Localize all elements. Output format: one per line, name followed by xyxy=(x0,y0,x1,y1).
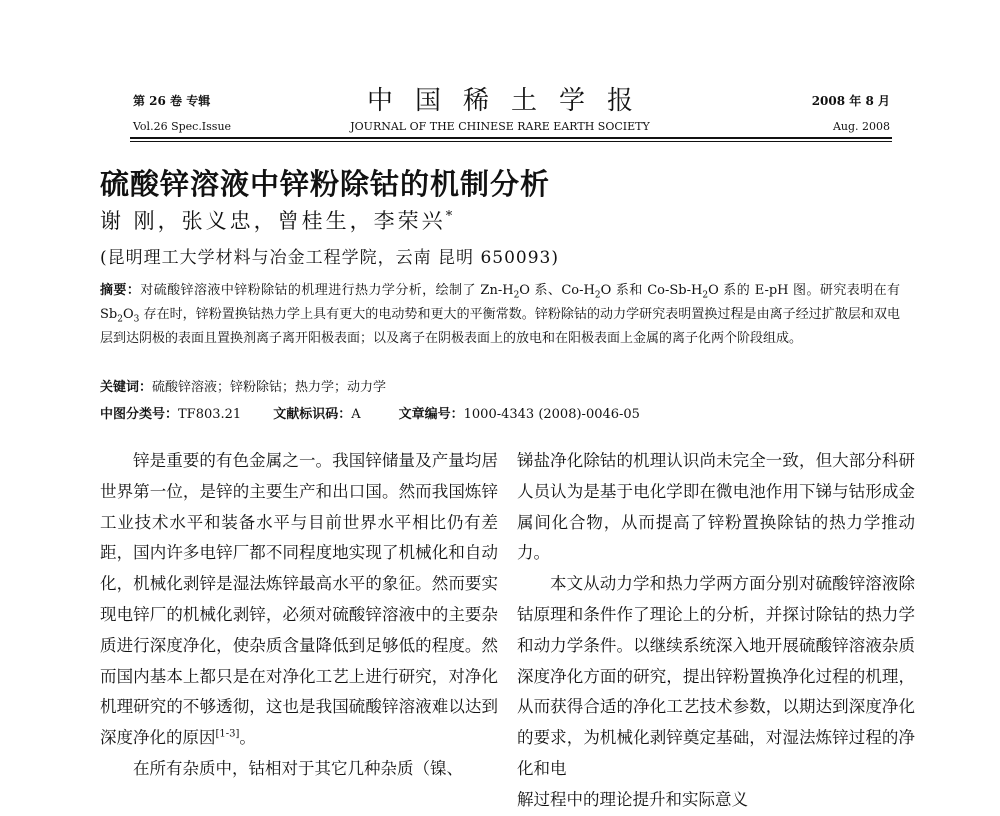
journal-title-en: JOURNAL OF THE CHINESE RARE EARTH SOCIETY xyxy=(350,120,650,133)
date-cn: 2008 年 8 月 xyxy=(811,94,890,108)
abstract-text: 对硫酸锌溶液中锌粉除钴的机理进行热力学分析，绘制了 Zn-H xyxy=(140,283,514,298)
classification-line xyxy=(100,403,640,422)
keywords-line xyxy=(100,376,386,395)
body-column-right xyxy=(517,446,915,816)
article-no-label: 文章编号： xyxy=(398,407,464,422)
affiliation: (昆明理工大学材料与冶金工程学院，云南 昆明 650093) xyxy=(100,248,559,268)
doccode-value: A xyxy=(351,407,361,422)
keywords-label: 关键词： xyxy=(100,380,153,395)
article-no-value: 1000-4343 (2008)-0046-05 xyxy=(463,407,640,422)
article-title: 硫酸锌溶液中锌粉除钴的机制分析 xyxy=(100,167,551,201)
date-en: Aug. 2008 xyxy=(832,120,890,133)
paragraph xyxy=(100,446,498,754)
subscript: 3 xyxy=(133,314,140,325)
body-column-left xyxy=(100,446,498,785)
citation: [1-3] xyxy=(215,728,240,740)
paragraph-text: 。 xyxy=(239,728,256,748)
abstract-text: O 系、Co-H xyxy=(519,283,595,298)
abstract-text: 存在时，锌粉置换钴热力学上具有更大的电动势和更大的平衡常数。锌粉除钴的动力学研究表明置换过程是由离子经过扩散层和双电层到达阴极的表面且置换剂离子离开阳极表面；以及离子在阴极表面上的放电和在阳极表面上金属的离子化两个阶段组成。 xyxy=(100,307,900,346)
abstract-text: O 系和 Co-Sb-H xyxy=(600,283,703,298)
journal-title-cn: 中国稀土学报 xyxy=(366,86,655,116)
doccode-label: 文献标识码： xyxy=(273,407,352,422)
authors xyxy=(100,205,455,235)
subscript: 2 xyxy=(117,314,123,325)
volume-cn: 第 26 卷 专辑 xyxy=(133,94,211,108)
subscript: 2 xyxy=(594,290,601,301)
paragraph: 本文从动力学和热力学两方面分别对硫酸锌溶液除钴原理和条件作了理论上的分析，并探讨除钴的热力学和动力学条件。以继续系统深入地开展硫酸锌溶液杂质深度净化方面的研究，提出锌粉置换净化过程的机理，从而获得合适的净化工艺技术参数，以期达到深度净化的要求，为机械化剥锌奠定基础，对湿法炼锌过程的净化和电 xyxy=(517,574,915,778)
abstract xyxy=(100,279,900,351)
abstract-label: 摘要： xyxy=(100,283,141,298)
header-rule-thin xyxy=(130,141,892,142)
abstract-text: O 系的 E-pH 图。研究表明在有 Sb xyxy=(100,283,901,322)
subscript: 2 xyxy=(513,290,520,301)
subscript: 2 xyxy=(702,290,709,301)
paragraph-text: 锌是重要的有色金属之一。我国锌储量及产量均居世界第一位，是锌的主要生产和出口国。然而我国炼锌工业技术水平和装备水平与目前世界水平相比仍有差距，国内许多电锌厂都不同程度地实现了机械化和自动化，机械化剥锌是湿法炼锌最高水平的象征。然而要实现电锌厂的机械化剥锌，必须对硫酸锌溶液中的主要杂质进行深度净化，使杂质含量降低到足够低的程度。然而国内基本上都只是在对净化工艺上进行研究，对净化机理研究的不够透彻，这也是我国硫酸锌溶液难以达到深度净化的原因 xyxy=(100,451,498,748)
paragraph: 锑盐净化除钴的机理认识尚未完全一致，但大部分科研人员认为是基于电化学即在微电池作用下锑与钴形成金属间化合物，从而提高了锌粉置换除钴的热力学推动力。 xyxy=(517,451,915,563)
paragraph: 在所有杂质中，钴相对于其它几种杂质（镍、 xyxy=(133,758,463,778)
clc-value: TF803.21 xyxy=(178,407,242,422)
header-rule xyxy=(130,137,892,139)
abstract-text: O xyxy=(122,307,134,322)
corresponding-mark: * xyxy=(445,209,456,224)
volume-en: Vol.26 Spec.Issue xyxy=(133,120,232,133)
author-list: 谢 刚，张义忠，曾桂生，李荣兴 xyxy=(100,209,446,233)
clc-label: 中图分类号： xyxy=(100,407,179,422)
paragraph: 解过程中的理论提升和实际意义 xyxy=(517,789,748,809)
keywords: 硫酸锌溶液；锌粉除钴；热力学；动力学 xyxy=(152,380,387,395)
